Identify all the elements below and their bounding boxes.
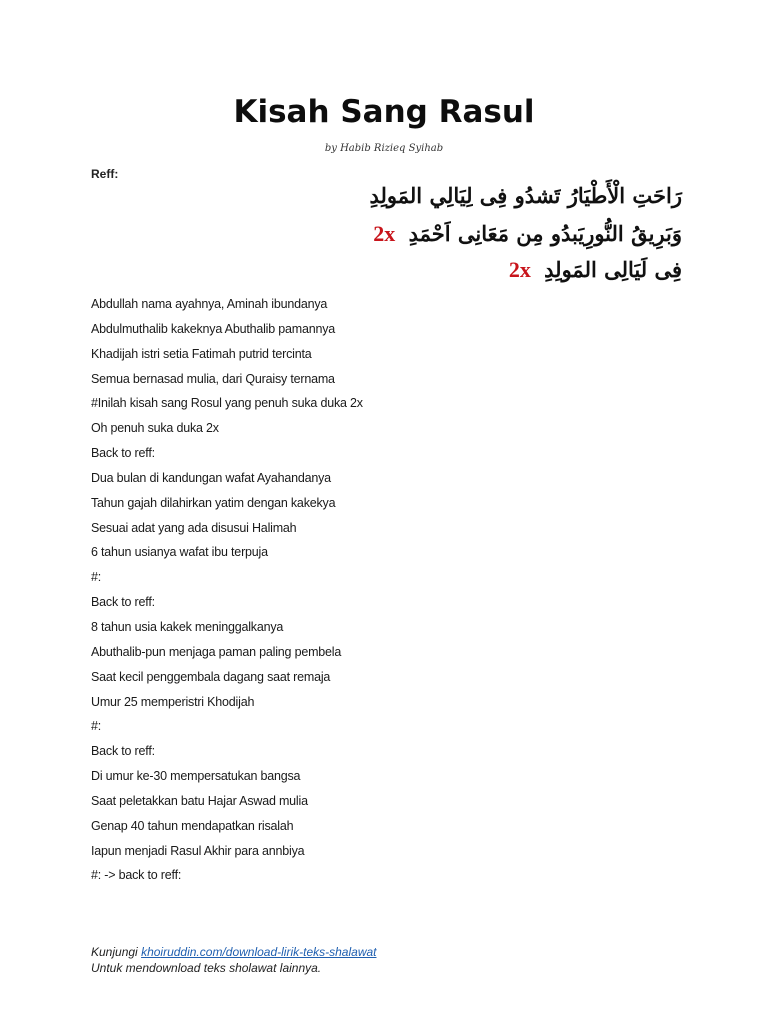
- lyric-line: #: -> back to reff:: [91, 868, 182, 883]
- lyric-line: Saat kecil penggembala dagang saat remaja: [91, 669, 331, 684]
- repeat-marker: 2x: [508, 257, 531, 282]
- lyric-line: #:: [91, 570, 102, 585]
- lyric-line: Di umur ke-30 mempersatukan bangsa: [91, 769, 301, 784]
- arabic-text: رَاحَتِ الْأَطْيَارُ تَشدُو فِى لِيَالِي المَولِدِ: [369, 183, 682, 208]
- repeat-marker: 2x: [373, 221, 396, 246]
- arabic-text: فِى لَيَالِى المَولِدِ: [544, 257, 682, 282]
- lyric-line: Semua bernasad mulia, dari Quraisy ternama: [91, 371, 335, 386]
- lyric-line: Abdulmuthalib kakeknya Abuthalib pamannya: [91, 321, 336, 336]
- lyric-line: Iapun menjadi Rasul Akhir para annbiya: [91, 843, 305, 858]
- arabic-text: وَبَرِيقُ النُّورِيَبدُو مِن مَعَانِى اَحْمَدِ: [408, 221, 682, 246]
- lyrics-list: [91, 296, 363, 892]
- lyric-line: 6 tahun usianya wafat ibu terpuja: [91, 545, 268, 560]
- lyric-line: Abdullah nama ayahnya, Aminah ibundanya: [91, 297, 328, 311]
- arabic-verse-line: [509, 257, 682, 283]
- lyric-line: #:: [91, 719, 102, 734]
- lyric-line: Dua bulan di kandungan wafat Ayahandanya: [91, 470, 331, 485]
- lyric-line: Khadijah istri setia Fatimah putrid tercinta: [91, 346, 312, 361]
- lyric-line: Abuthalib-pun menjaga paman paling pembela: [91, 644, 342, 659]
- footer-prefix: Kunjungi: [91, 945, 138, 959]
- footer-note: [91, 944, 377, 976]
- arabic-verse-line: [370, 183, 683, 208]
- author-byline: by Habib Rizieq Syihab: [324, 143, 444, 154]
- lyric-line: Oh penuh suka duka 2x: [91, 421, 219, 436]
- reff-label: Reff:: [91, 167, 119, 181]
- lyric-line: Sesuai adat yang ada disusui Halimah: [91, 520, 297, 535]
- lyric-line: Tahun gajah dilahirkan yatim dengan kakekya: [91, 495, 336, 510]
- footer-line-2: Untuk mendownload teks sholawat lainnya.: [91, 961, 322, 975]
- footer-line-1: [91, 944, 377, 960]
- lyric-line: Back to reff:: [91, 595, 155, 610]
- lyric-line: Back to reff:: [91, 446, 155, 461]
- lyric-line: Saat peletakkan batu Hajar Aswad mulia: [91, 793, 308, 808]
- lyric-line: 8 tahun usia kakek meninggalkanya: [91, 619, 284, 634]
- document-title: Kisah Sang Rasul: [233, 94, 535, 130]
- download-link[interactable]: khoiruddin.com/download-lirik-teks-shalawat: [141, 945, 377, 959]
- lyric-line: #Inilah kisah sang Rosul yang penuh suka duka 2x: [91, 396, 363, 411]
- lyric-line: Umur 25 memperistri Khodijah: [91, 694, 255, 709]
- arabic-verse-line: [373, 221, 682, 247]
- lyric-line: Genap 40 tahun mendapatkan risalah: [91, 818, 294, 833]
- lyric-line: Back to reff:: [91, 744, 155, 759]
